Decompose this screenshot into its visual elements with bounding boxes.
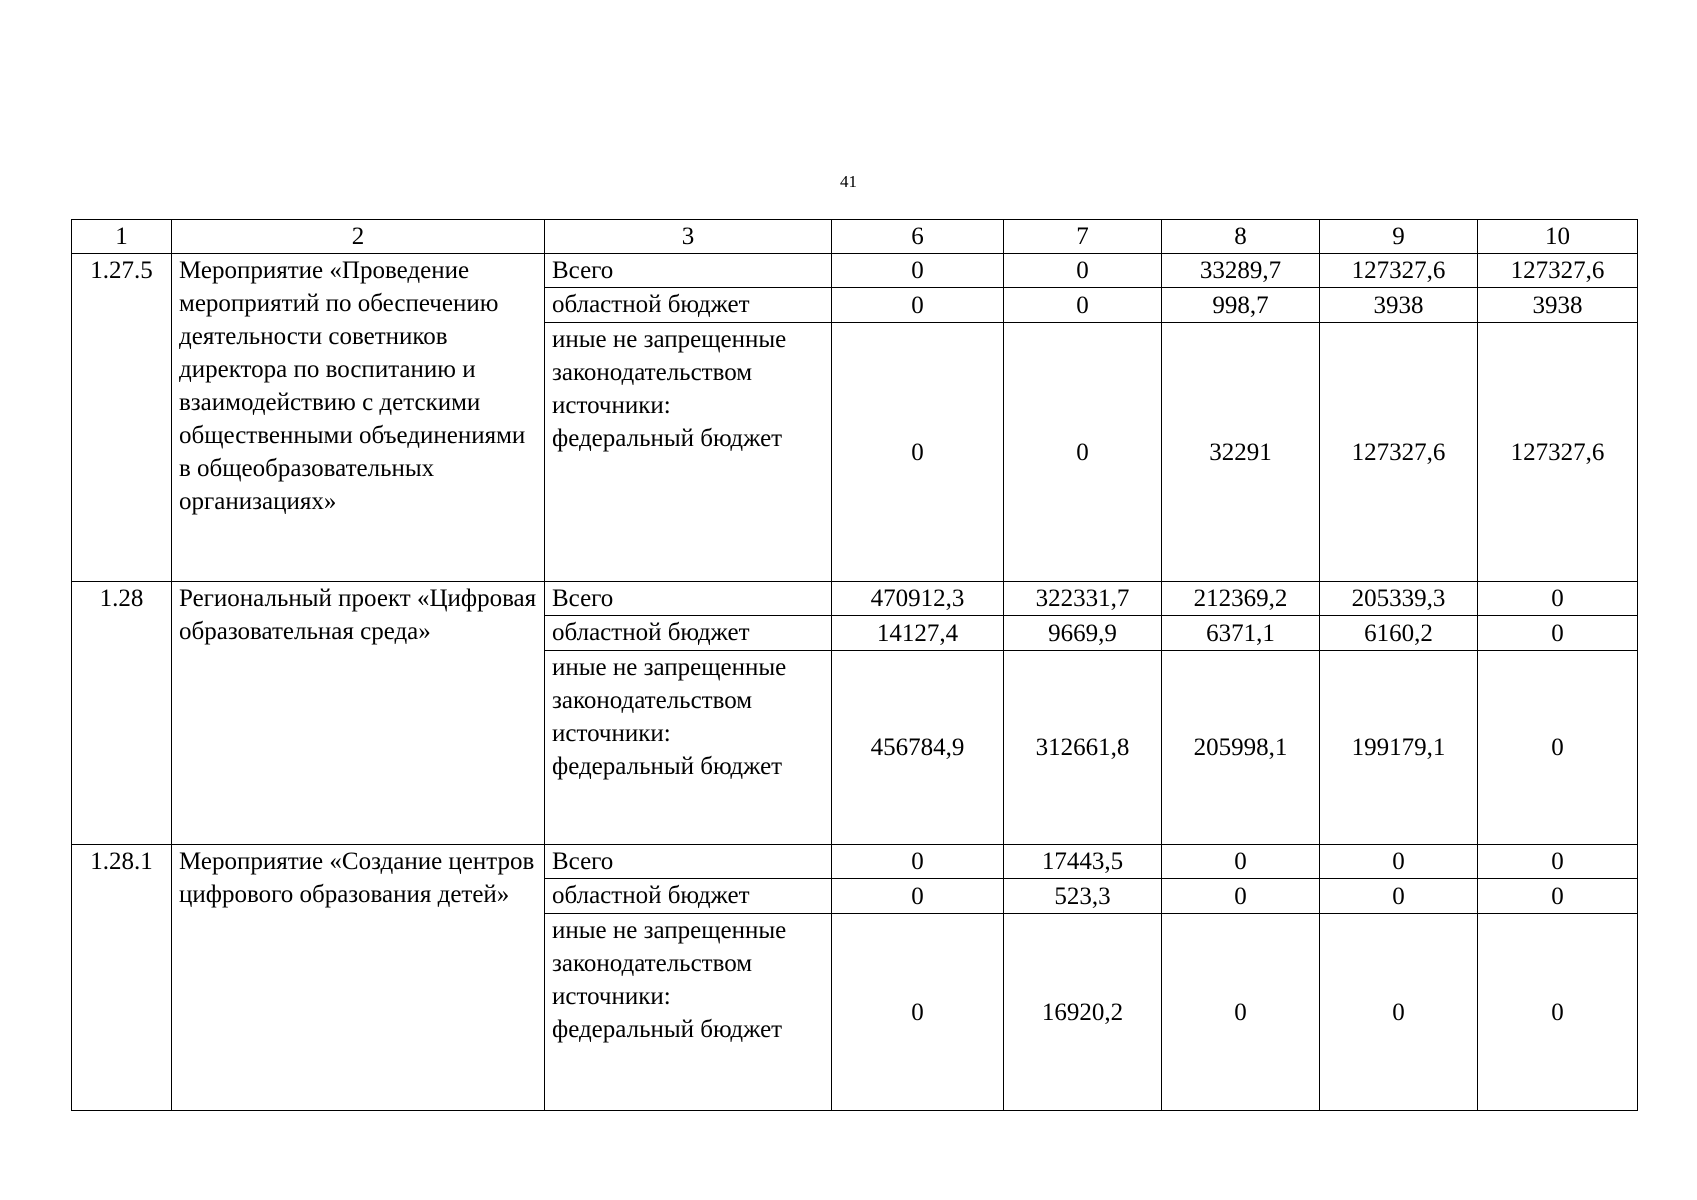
value-cell: 0 xyxy=(1478,845,1638,879)
value-cell: 14127,4 xyxy=(832,616,1004,651)
source-label: областной бюджет xyxy=(545,616,832,651)
value-cell: 0 xyxy=(1162,879,1320,914)
value-cell: 0 xyxy=(1478,582,1638,616)
table-row xyxy=(72,254,1638,288)
value-cell: 0 xyxy=(1478,879,1638,914)
value-cell: 0 xyxy=(1320,845,1478,879)
value-cell: 0 xyxy=(832,288,1004,323)
value-cell: 998,7 xyxy=(1162,288,1320,323)
source-label: областной бюджет xyxy=(545,288,832,323)
row-index: 1.27.5 xyxy=(72,254,172,582)
value-cell: 127327,6 xyxy=(1478,254,1638,288)
source-label-federal: федеральный бюджет xyxy=(552,425,783,452)
value-cell: 322331,7 xyxy=(1004,582,1162,616)
value-cell: 17443,5 xyxy=(1004,845,1162,879)
source-label-text: иные не запрещенные законодательством источники: xyxy=(552,326,787,419)
value-cell: 199179,1 xyxy=(1320,651,1478,845)
column-header: 6 xyxy=(832,220,1004,254)
column-header: 3 xyxy=(545,220,832,254)
row-name: Региональный проект «Цифровая образовательная среда» xyxy=(172,582,545,845)
value-cell: 33289,7 xyxy=(1162,254,1320,288)
value-cell: 32291 xyxy=(1162,323,1320,582)
value-cell: 0 xyxy=(832,254,1004,288)
column-header: 1 xyxy=(72,220,172,254)
value-cell: 127327,6 xyxy=(1320,323,1478,582)
value-cell: 0 xyxy=(1162,845,1320,879)
value-cell: 0 xyxy=(832,879,1004,914)
value-cell: 3938 xyxy=(1320,288,1478,323)
value-cell: 0 xyxy=(1162,914,1320,1111)
source-label xyxy=(545,651,832,845)
source-label-text: иные не запрещенные законодательством источники: xyxy=(552,917,787,1010)
page-number: 41 xyxy=(840,172,857,191)
value-cell: 0 xyxy=(1478,651,1638,845)
source-label-text: иные не запрещенные законодательством источники: xyxy=(552,654,787,747)
value-cell: 312661,8 xyxy=(1004,651,1162,845)
column-header: 7 xyxy=(1004,220,1162,254)
source-label: Всего xyxy=(545,845,832,879)
row-index: 1.28 xyxy=(72,582,172,845)
row-name: Мероприятие «Проведение мероприятий по обеспечению деятельности советников директора по воспитанию и взаимодействию с детскими общественными объединениями в общеобразовательных организациях» xyxy=(172,254,545,582)
value-cell: 127327,6 xyxy=(1478,323,1638,582)
source-label xyxy=(545,914,832,1111)
column-header: 2 xyxy=(172,220,545,254)
table-row xyxy=(72,582,1638,616)
value-cell: 0 xyxy=(1004,323,1162,582)
value-cell: 212369,2 xyxy=(1162,582,1320,616)
source-label-federal: федеральный бюджет xyxy=(552,753,783,780)
source-label-federal: федеральный бюджет xyxy=(552,1016,783,1043)
value-cell: 127327,6 xyxy=(1320,254,1478,288)
value-cell: 470912,3 xyxy=(832,582,1004,616)
budget-table xyxy=(71,219,1638,1111)
value-cell: 0 xyxy=(832,845,1004,879)
value-cell: 0 xyxy=(1320,914,1478,1111)
value-cell: 0 xyxy=(1004,254,1162,288)
table-row xyxy=(72,845,1638,879)
column-header: 10 xyxy=(1478,220,1638,254)
column-header: 9 xyxy=(1320,220,1478,254)
value-cell: 0 xyxy=(1478,914,1638,1111)
source-label: Всего xyxy=(545,582,832,616)
value-cell: 6371,1 xyxy=(1162,616,1320,651)
value-cell: 456784,9 xyxy=(832,651,1004,845)
value-cell: 9669,9 xyxy=(1004,616,1162,651)
row-index: 1.28.1 xyxy=(72,845,172,1111)
value-cell: 0 xyxy=(832,914,1004,1111)
source-label: Всего xyxy=(545,254,832,288)
value-cell: 16920,2 xyxy=(1004,914,1162,1111)
value-cell: 0 xyxy=(1478,616,1638,651)
value-cell: 0 xyxy=(1004,288,1162,323)
source-label xyxy=(545,323,832,582)
value-cell: 0 xyxy=(1320,879,1478,914)
value-cell: 6160,2 xyxy=(1320,616,1478,651)
value-cell: 205339,3 xyxy=(1320,582,1478,616)
table-header-row xyxy=(72,220,1638,254)
column-header: 8 xyxy=(1162,220,1320,254)
value-cell: 205998,1 xyxy=(1162,651,1320,845)
source-label: областной бюджет xyxy=(545,879,832,914)
value-cell: 523,3 xyxy=(1004,879,1162,914)
row-name: Мероприятие «Создание центров цифрового образования детей» xyxy=(172,845,545,1111)
value-cell: 3938 xyxy=(1478,288,1638,323)
value-cell: 0 xyxy=(832,323,1004,582)
